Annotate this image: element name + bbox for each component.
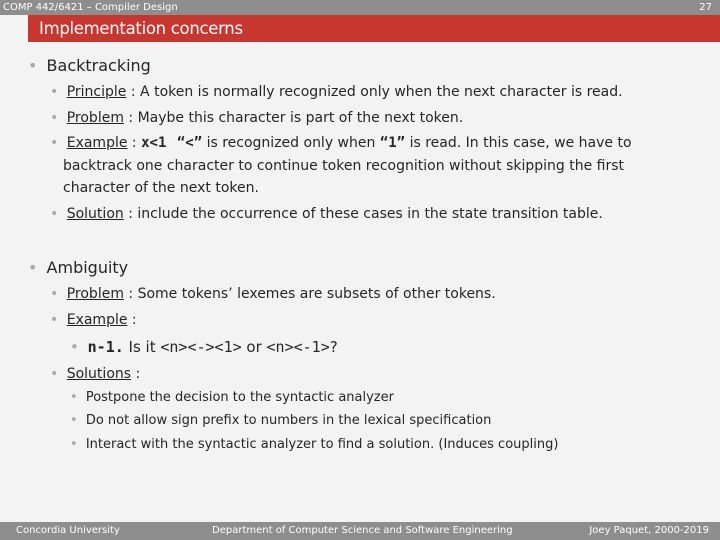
example-label: Example <box>66 135 128 151</box>
principle-sep: : <box>126 84 141 100</box>
principle-label: Principle <box>66 84 127 100</box>
example-sep: : <box>127 312 137 328</box>
bullet-label: Ambiguity <box>46 258 129 277</box>
solutions-item <box>70 437 558 452</box>
solutions-sep: : <box>131 366 141 382</box>
problem-label: Problem <box>66 286 124 302</box>
backtracking-example <box>50 135 632 151</box>
example-code-option-a: <n><-><1> <box>160 338 242 356</box>
example-text-is-it: Is it <box>123 338 161 356</box>
example-code-x1: x<1 <box>141 135 167 151</box>
problem-label: Problem <box>66 110 124 126</box>
backtracking-problem <box>50 110 463 126</box>
bullet-dot: • <box>70 338 79 356</box>
solutions-item-text: Postpone the decision to the syntactic analyzer <box>85 390 394 405</box>
slide-title: Implementation concerns <box>39 19 243 38</box>
solutions-label: Solutions <box>66 366 132 382</box>
bullet-dot: • <box>50 366 59 382</box>
ambiguity-example <box>50 312 137 328</box>
footer-author: Joey Paquet, 2000-2019 <box>589 525 709 536</box>
solutions-item <box>70 413 491 428</box>
bullet-dot: • <box>50 135 59 151</box>
bullet-dot: • <box>70 413 78 428</box>
example-sep: : <box>127 135 142 151</box>
footer-strip <box>0 522 720 540</box>
bullet-ambiguity <box>28 258 128 277</box>
example-code-n-1: n-1. <box>87 338 124 356</box>
bullet-label: Backtracking <box>46 56 151 75</box>
backtracking-principle <box>50 84 623 100</box>
bullet-dot: • <box>50 312 59 328</box>
example-code-option-b: <n><-1> <box>266 338 330 356</box>
solution-text: : include the occurrence of these cases in the state transition table. <box>123 206 603 222</box>
problem-text: : Some tokens’ lexemes are subsets of other tokens. <box>123 286 496 302</box>
course-name: COMP 442/6421 – Compiler Design <box>3 2 178 13</box>
bullet-dot: • <box>70 390 78 405</box>
bullet-dot: • <box>50 286 59 302</box>
principle-text: A token is normally recognized only when the next character is read. <box>140 84 623 100</box>
solutions-item-text: Interact with the syntactic analyzer to find a solution. (Induces coupling) <box>85 437 559 452</box>
example-code-1: “1” <box>379 135 406 151</box>
example-text-or: or <box>241 338 267 356</box>
bullet-dot: • <box>28 258 38 277</box>
problem-text: : Maybe this character is part of the next token. <box>123 110 464 126</box>
footer-university: Concordia University <box>16 525 120 536</box>
example-label: Example <box>66 312 128 328</box>
example-text-q: ? <box>329 338 338 356</box>
bullet-dot: • <box>28 56 38 75</box>
solutions-item <box>70 390 394 405</box>
bullet-dot: • <box>70 437 78 452</box>
bullet-dot: • <box>50 110 59 126</box>
slide-number: 27 <box>699 2 712 13</box>
example-text-2: is read. In this case, we have to <box>405 135 632 151</box>
backtracking-example-line3: character of the next token. <box>63 180 259 196</box>
bullet-backtracking <box>28 56 151 75</box>
backtracking-example-line2: backtrack one character to continue token recognition without skipping the first <box>63 158 625 174</box>
solution-label: Solution <box>66 206 124 222</box>
bullet-dot: • <box>50 206 59 222</box>
footer-department: Department of Computer Science and Software Engineering <box>212 525 513 536</box>
ambiguity-solutions <box>50 366 140 382</box>
solutions-item-text: Do not allow sign prefix to numbers in the lexical specification <box>85 413 492 428</box>
ambiguity-problem <box>50 286 496 302</box>
example-code-lt: “<” <box>176 135 203 151</box>
bullet-dot: • <box>50 84 59 100</box>
ambiguity-example-item <box>70 338 338 356</box>
backtracking-solution <box>50 206 603 222</box>
example-text-1: is recognized only when <box>202 135 380 151</box>
